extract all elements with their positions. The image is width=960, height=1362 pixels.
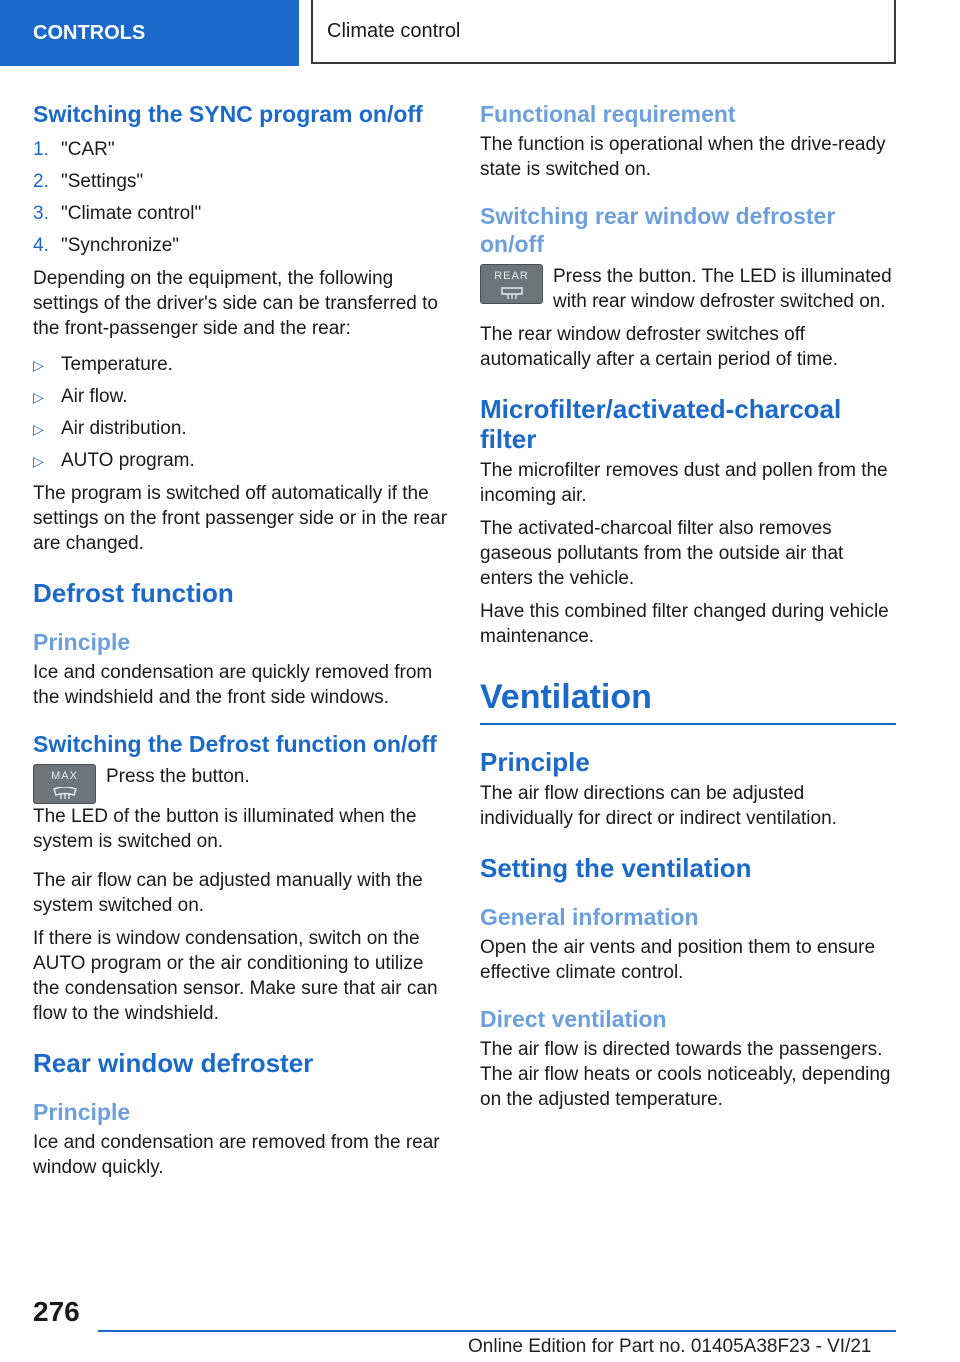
triangle-bullet-icon: ▷ — [33, 389, 44, 405]
rear-label: REAR — [494, 270, 529, 282]
list-item — [33, 166, 448, 198]
bullet-text: Temperature. — [61, 354, 173, 375]
direct-ventilation-text: The air flow is directed towards the passengers. The air flow heats or cools noticeably, depending on the adjusted temperature. — [480, 1039, 891, 1110]
principle-text: Ice and condensation are quickly removed from the windshield and the front side windows. — [33, 662, 433, 708]
left-column — [33, 100, 448, 1188]
bullet-text: AUTO program. — [61, 450, 195, 471]
rear-button-row — [480, 264, 896, 322]
general-information-heading: General information — [480, 904, 699, 930]
step-text: "Settings" — [61, 171, 144, 192]
steps-list — [33, 134, 448, 262]
setting-ventilation-heading: Setting the ventilation — [480, 853, 752, 883]
max-button-row — [33, 764, 448, 804]
rear-window-heat-icon — [499, 287, 525, 299]
list-item — [33, 349, 448, 381]
list-item — [33, 381, 448, 413]
step-text: "Climate control" — [61, 203, 202, 224]
step-text: "CAR" — [61, 139, 115, 160]
direct-ventilation-heading: Direct ventilation — [480, 1006, 667, 1032]
windshield-heat-icon — [52, 787, 78, 799]
sync-text: Depending on the equipment, the following settings of the driver's side can be transferred to the front-passenger side and the rear: — [33, 268, 438, 339]
step-number: 1. — [33, 139, 49, 160]
step-number: 4. — [33, 235, 49, 256]
right-column — [480, 100, 896, 1120]
triangle-bullet-icon: ▷ — [33, 453, 44, 469]
list-item — [33, 134, 448, 166]
step-number: 3. — [33, 203, 49, 224]
microfilter-heading: Microfilter/activated-charcoal filter — [480, 394, 842, 454]
chapter-title-box — [311, 0, 896, 64]
step-text: "Synchronize" — [61, 235, 180, 256]
edition-text: Online Edition for Part no. 01405A38F23 - VI/21 — [468, 1336, 872, 1357]
list-item — [33, 413, 448, 445]
section-label: CONTROLS — [33, 21, 146, 44]
max-button-text — [106, 764, 250, 804]
sync-off-text: The program is switched off automatically if the settings on the front passenger side or in the rear are changed. — [33, 483, 448, 554]
microfilter-text: The microfilter removes dust and pollen from the incoming air. — [480, 460, 888, 506]
charcoal-text: The activated-charcoal filter also removes gaseous pollutants from the outside air that enters the vehicle. — [480, 518, 844, 589]
max-defrost-button-icon — [33, 764, 96, 804]
rear-defroster-heading: Rear window defroster — [33, 1048, 314, 1078]
functional-requirement-text: The function is operational when the drive-ready state is switched on. — [480, 134, 886, 180]
list-item — [33, 445, 448, 477]
maintenance-text: Have this combined filter changed during vehicle maintenance. — [480, 601, 889, 647]
led-text: The LED of the button is illuminated when the system is switched on. — [33, 806, 417, 852]
general-information-text: Open the air vents and position them to ensure effective climate control. — [480, 937, 876, 983]
ventilation-heading: Ventilation — [480, 677, 896, 725]
switch-defrost-heading: Switching the Defrost function on/off — [33, 731, 437, 757]
chapter-title: Climate control — [327, 19, 461, 42]
principle-heading: Principle — [33, 629, 131, 655]
principle-text: Ice and condensation are removed from the rear window quickly. — [33, 1132, 440, 1178]
switch-rear-heading: Switching rear window defroster on/off — [480, 203, 836, 257]
principle-heading: Principle — [33, 1099, 131, 1125]
max-label: MAX — [51, 770, 78, 782]
airflow-text: The air flow can be adjusted manually with the system switched on. — [33, 870, 423, 916]
triangle-bullet-icon: ▷ — [33, 357, 44, 373]
step-number: 2. — [33, 171, 49, 192]
footer-divider — [98, 1330, 896, 1332]
rear-defrost-button-icon — [480, 264, 543, 304]
press-text: Press the button. — [106, 766, 250, 787]
condensation-text: If there is window condensation, switch on the AUTO program or the air conditioning to utilize the condensation sensor. Make sure that air can flow to the windshield. — [33, 928, 438, 1024]
bullet-text: Air distribution. — [61, 418, 187, 439]
principle-text: The air flow directions can be adjusted individually for direct or indirect ventilation. — [480, 783, 837, 829]
rear-press-text: Press the button. The LED is illuminated with rear window defroster switched on. — [553, 266, 892, 312]
sync-heading: Switching the SYNC program on/off — [33, 101, 423, 127]
list-item — [33, 198, 448, 230]
principle-heading: Principle — [480, 747, 590, 777]
section-tab — [0, 0, 299, 66]
list-item — [33, 230, 448, 262]
triangle-bullet-icon: ▷ — [33, 421, 44, 437]
bullet-list — [33, 349, 448, 477]
functional-requirement-heading: Functional requirement — [480, 101, 736, 127]
rear-auto-off-text: The rear window defroster switches off automatically after a certain period of time. — [480, 324, 839, 370]
page-number: 276 — [33, 1296, 80, 1327]
defrost-heading: Defrost function — [33, 578, 234, 608]
bullet-text: Air flow. — [61, 386, 128, 407]
rear-button-text — [553, 264, 896, 322]
